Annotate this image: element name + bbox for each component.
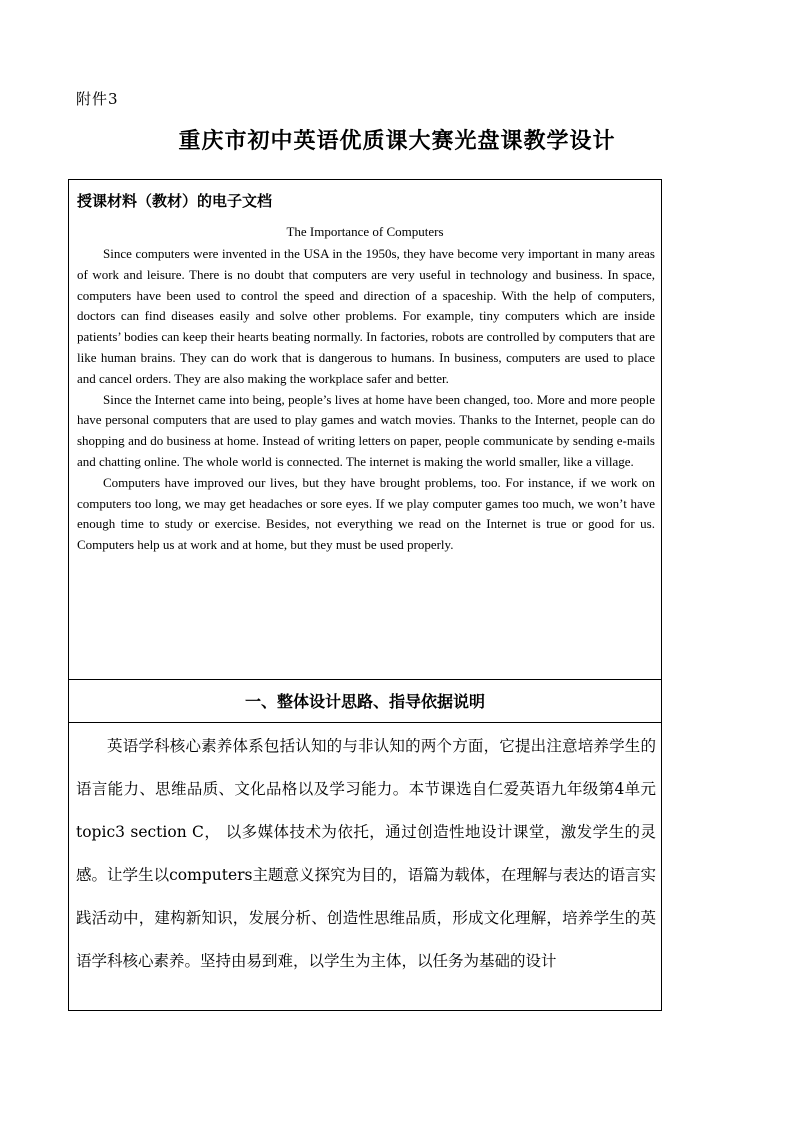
material-heading: 授课材料（教材）的电子文档 <box>77 192 273 210</box>
article-paragraph: Since computers were invented in the USA in the 1950s, they have become very important in many areas of work and leisure. There is no doubt that computers are very useful in technology and business. In space, computers have been used to control the speed and direction of a spaceship. With the help of computers, doctors can find diseases easily and solve other problems. For example, tiny computers which are inside patients’ bodies can keep their hearts beating normally. In factories, robots are controlled by computers that are like human brains. They can do work that is dangerous to humans. In business, computers are used to place and cancel orders. They are also making the workplace safer and better. <box>77 246 655 386</box>
lesson-design-table <box>68 179 662 1011</box>
attachment-label: 附件3 <box>76 90 119 108</box>
article-paragraph: Since the Internet came into being, people’s lives at home have been changed, too. More and more people have personal computers that are used to play games and watch movies. Thanks to the Internet, people can do shopping and do business at home. Instead of writing letters on paper, people communicate by sending e-mails and chatting online. The whole world is connected. The internet is making the world smaller, like a village. <box>77 391 655 469</box>
material-cell <box>69 180 661 680</box>
section-body <box>76 725 656 983</box>
document-title: 重庆市初中英语优质课大赛光盘课教学设计 <box>178 128 616 154</box>
article-title: The Importance of Computers <box>286 224 444 239</box>
section-paragraph: 英语学科核心素养体系包括认知的与非认知的两个方面，它提出注意培养学生的语言能力、思维品质、文化品格以及学习能力。本节课选自仁爱英语九年级第4单元topic3 section C， 以多媒体技术为依托，通过创造性地设计课堂，激发学生的灵感。让学生以computers主题意义探究为目的，语篇为载体，在理解与表达的语言实践活动中，建构新知识，发展分析、创造性思维品质，形成文化理解，培养学生的英语学科核心素养。坚持由易到难，以学生为主体，以任务为基础的设计 <box>76 737 656 970</box>
section-heading: 一、整体设计思路、指导依据说明 <box>69 680 661 723</box>
article-body <box>77 244 655 556</box>
article-paragraph: Computers have improved our lives, but they have brought problems, too. For instance, if we work on computers too long, we may get headaches or sore eyes. If we play computer games too much, we won’t have enough time to study or exercise. Besides, not everything we read on the Internet is true or good for us. Computers help us at work and at home, but they must be used properly. <box>77 474 655 553</box>
